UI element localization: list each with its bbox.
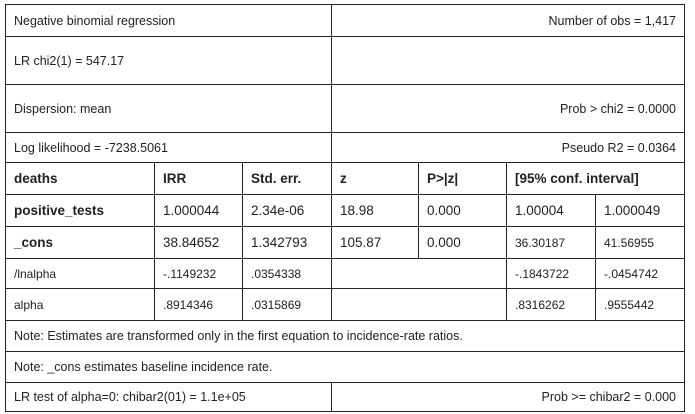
irr-positive-tests: 1.000044 [154, 194, 243, 227]
row-label-cons: _cons [5, 226, 155, 259]
prob-chibar2: Prob >= chibar2 = 0.000 [331, 382, 685, 412]
ci-low-lnalpha: -.1843722 [506, 258, 596, 289]
ci-low-positive-tests: 1.00004 [506, 194, 596, 227]
lr-test-alpha: LR test of alpha=0: chibar2(01) = 1.1e+05 [5, 382, 332, 412]
se-lnalpha: .0354338 [242, 258, 332, 289]
irr-alpha: .8914346 [154, 288, 243, 321]
ci-high-alpha: .9555442 [595, 288, 685, 321]
number-of-obs: Number of obs = 1,417 [331, 4, 685, 37]
col-header-z: z [331, 162, 419, 195]
se-positive-tests: 2.34e-06 [242, 194, 332, 227]
col-header-deaths: deaths [5, 162, 155, 195]
row-label-positive-tests: positive_tests [5, 194, 155, 227]
ci-low-alpha: .8316262 [506, 288, 596, 321]
ci-low-cons: 36.30187 [506, 226, 596, 259]
z-cons: 105.87 [331, 226, 419, 259]
row-label-alpha: alpha [5, 288, 155, 321]
model-title: Negative binomial regression [5, 4, 332, 37]
empty-cell-lnalpha [331, 258, 507, 289]
col-header-std-err: Std. err. [242, 162, 332, 195]
irr-cons: 38.84652 [154, 226, 243, 259]
se-alpha: .0315869 [242, 288, 332, 321]
note-cons-baseline: Note: _cons estimates baseline incidence rate. [5, 351, 685, 383]
lr-chi2: LR chi2(1) = 547.17 [5, 36, 332, 85]
col-header-irr: IRR [154, 162, 243, 195]
ci-high-positive-tests: 1.000049 [595, 194, 685, 227]
dispersion: Dispersion: mean [5, 84, 332, 133]
ci-high-cons: 41.56955 [595, 226, 685, 259]
empty-cell-alpha [331, 288, 507, 321]
row-label-lnalpha: /lnalpha [5, 258, 155, 289]
z-positive-tests: 18.98 [331, 194, 419, 227]
empty-header-cell [331, 36, 685, 85]
prob-chi2: Prob > chi2 = 0.0000 [331, 84, 685, 133]
log-likelihood: Log likelihood = -7238.5061 [5, 132, 332, 163]
se-cons: 1.342793 [242, 226, 332, 259]
note-transformed: Note: Estimates are transformed only in the first equation to incidence-rate ratios. [5, 320, 685, 352]
p-cons: 0.000 [418, 226, 507, 259]
col-header-conf-interval: [95% conf. interval] [506, 162, 685, 195]
p-positive-tests: 0.000 [418, 194, 507, 227]
ci-high-lnalpha: -.0454742 [595, 258, 685, 289]
col-header-p: P>|z| [418, 162, 507, 195]
irr-lnalpha: -.1149232 [154, 258, 243, 289]
pseudo-r2: Pseudo R2 = 0.0364 [331, 132, 685, 163]
